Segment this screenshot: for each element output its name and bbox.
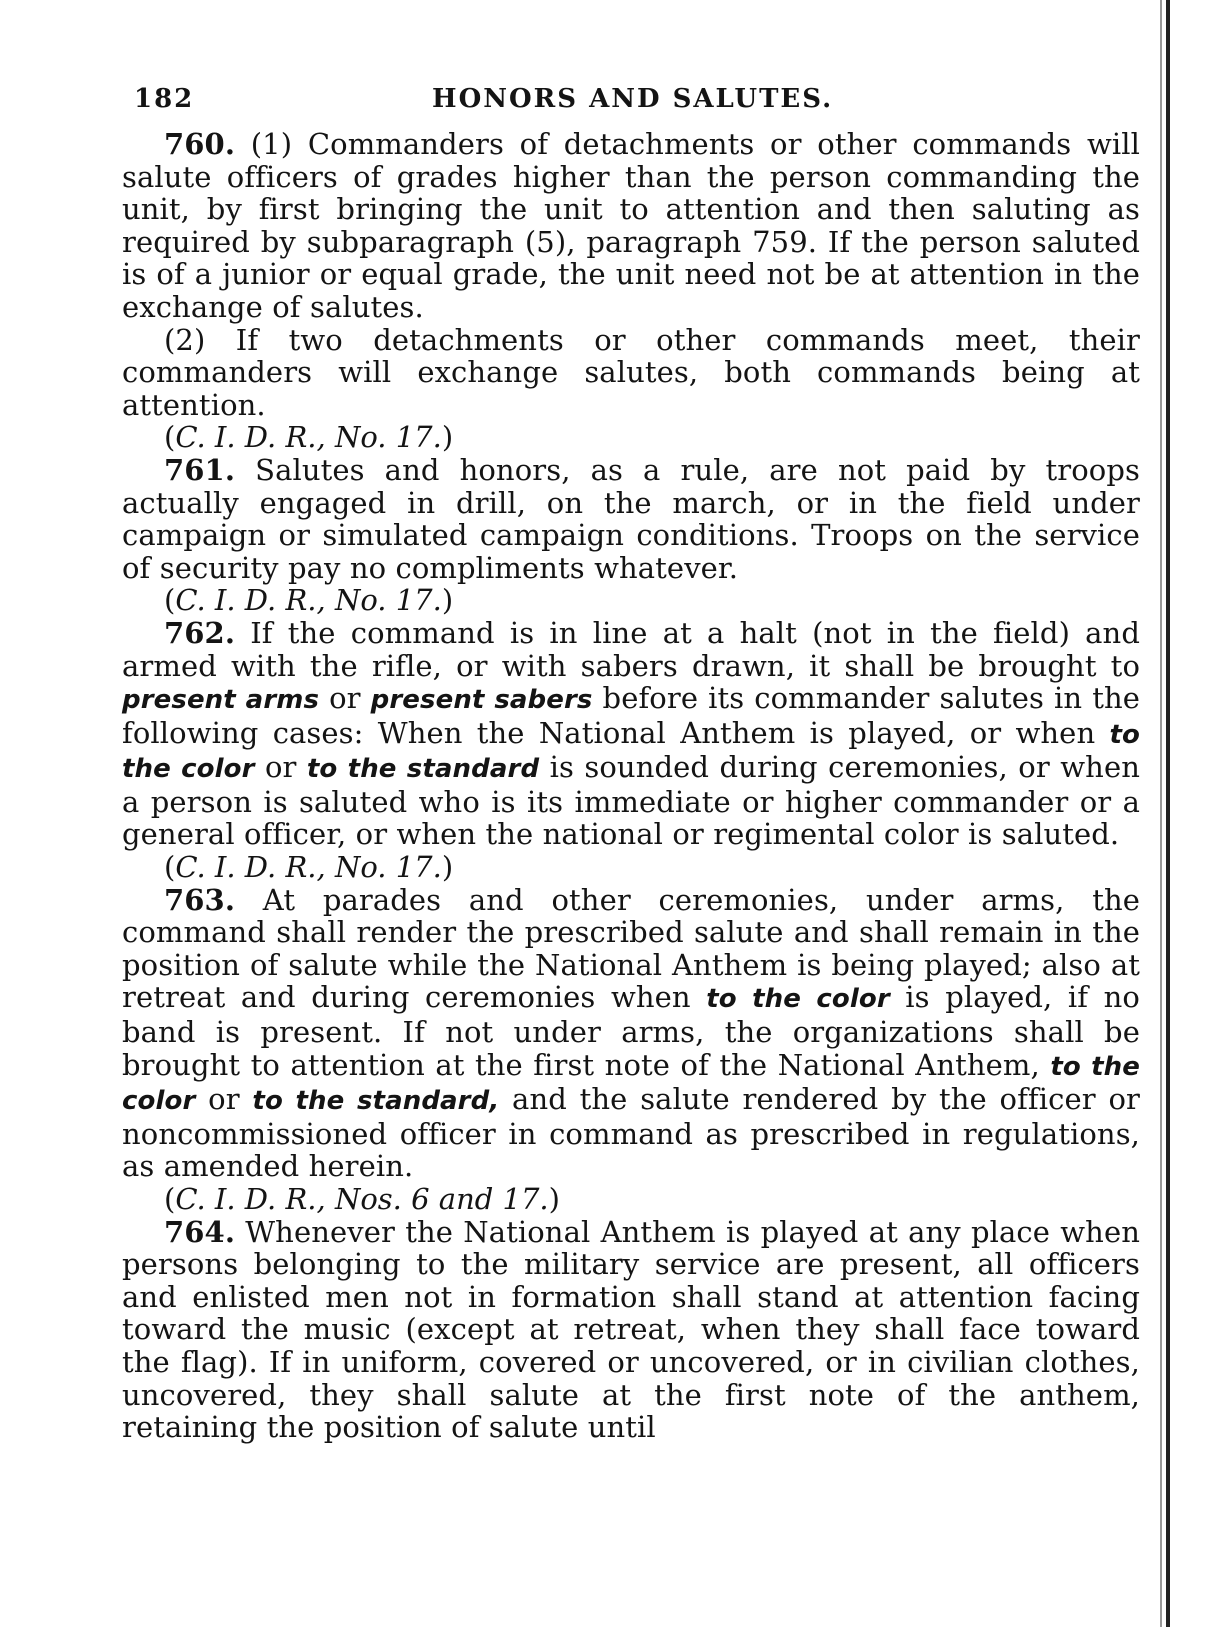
bugle-call-command: present sabers (370, 685, 593, 716)
paragraph-number: 762. (164, 615, 236, 650)
paragraph (122, 128, 1140, 324)
citation-close-paren: ) (548, 1182, 560, 1216)
bugle-call-command: present arms (122, 685, 320, 716)
citation-close-paren: ) (441, 583, 454, 618)
citation-open-paren: ( (164, 583, 176, 618)
citation (122, 584, 1140, 617)
citation-text: C. I. D. R., No. 17. (175, 850, 442, 885)
paragraph-text: (2) If two detachments or other commands meet, their commanders will exchange salutes, both commands being at attention. (122, 322, 1140, 422)
paragraph-number: 761. (164, 452, 236, 487)
paragraph-text: or (195, 1082, 253, 1117)
citation-text: C. I. D. R., Nos. 6 and 17. (175, 1182, 549, 1216)
paragraph-text: or (254, 750, 307, 785)
citation-close-paren: ) (441, 420, 454, 455)
paragraph-text: before its commander salutes in the following cases: When the National Anthem is played, or when (122, 681, 1140, 750)
bugle-call-command: to the color (706, 984, 890, 1015)
paragraph-number: 764. (164, 1214, 236, 1249)
page-number: 182 (134, 84, 195, 114)
paragraph-text: or (319, 681, 371, 716)
bugle-call-command: to the standard (306, 754, 540, 785)
paragraph-text: and the salute rendered by the officer or noncommissioned officer in command as prescribed in regulations, as amended herein. (122, 1082, 1140, 1184)
document-page (122, 76, 1140, 1576)
paragraph-text: (1) Commanders of detachments or other commands will salute officers of grades higher than the person commanding the unit, by first bringing the unit to attention and then saluting as required by subparagraph (5), paragraph 759. If the person saluted is of a junior or equal grade, the unit need not be at attention in the exchange of salutes. (122, 127, 1140, 324)
citation (122, 1183, 1140, 1216)
citation-open-paren: ( (164, 420, 176, 455)
paragraph (122, 324, 1140, 422)
bugle-call-command: to the standard, (252, 1086, 500, 1117)
running-title: HONORS AND SALUTES. (432, 84, 834, 114)
paragraph-text: is sounded during ceremonies, or when a person is saluted who is its immediate or higher commander or a general officer, or when the national or regimental color is saluted. (122, 750, 1140, 852)
page-edge-line (1166, 0, 1170, 1627)
paragraph (122, 454, 1140, 584)
paragraph-text: At parades and other ceremonies, under arms, the command shall render the prescribed salute and shall remain in the position of salute while the National Anthem is being played; also at retreat and during ceremonies when (122, 882, 1140, 1015)
paragraph-number: 760. (164, 127, 236, 161)
citation-text: C. I. D. R., No. 17. (175, 583, 442, 618)
page-edge-shadow (1160, 0, 1162, 1627)
paragraph-number: 763. (164, 882, 236, 917)
paragraph-text: is played, if no band is present. If not under arms, the organizations shall be brought to attention at the first note of the National Anthem, (122, 980, 1140, 1082)
page-body (122, 128, 1140, 1444)
citation-open-paren: ( (164, 1182, 176, 1216)
bugle-call-command: to the color (122, 719, 1140, 785)
citation (122, 851, 1140, 884)
paragraph-text: Whenever the National Anthem is played at any place when persons belonging to the military service are present, all officers and enlisted men not in formation shall stand at attention facing toward the music (except at retreat, when they shall face toward the flag). If in uniform, covered or uncovered, or in civilian clothes, uncovered, they shall salute at the first note of the anthem, retaining the position of salute until (122, 1214, 1140, 1445)
paragraph-text: If the command is in line at a halt (not in the field) and armed with the rifle, or with sabers drawn, it shall be brought to (122, 615, 1140, 683)
citation (122, 421, 1140, 454)
paragraph (122, 884, 1140, 1183)
citation-text: C. I. D. R., No. 17. (175, 420, 442, 455)
paragraph (122, 617, 1140, 851)
citation-open-paren: ( (164, 850, 176, 885)
citation-close-paren: ) (441, 850, 454, 885)
bugle-call-command: to the color (122, 1051, 1141, 1117)
paragraph-text: Salutes and honors, as a rule, are not paid by troops actually engaged in drill, on the march, or in the field under campaign or simulated campaign conditions. Troops on the service of security pay no compliments whatever. (122, 452, 1140, 585)
page-header (122, 76, 1140, 128)
paragraph (122, 1216, 1140, 1444)
